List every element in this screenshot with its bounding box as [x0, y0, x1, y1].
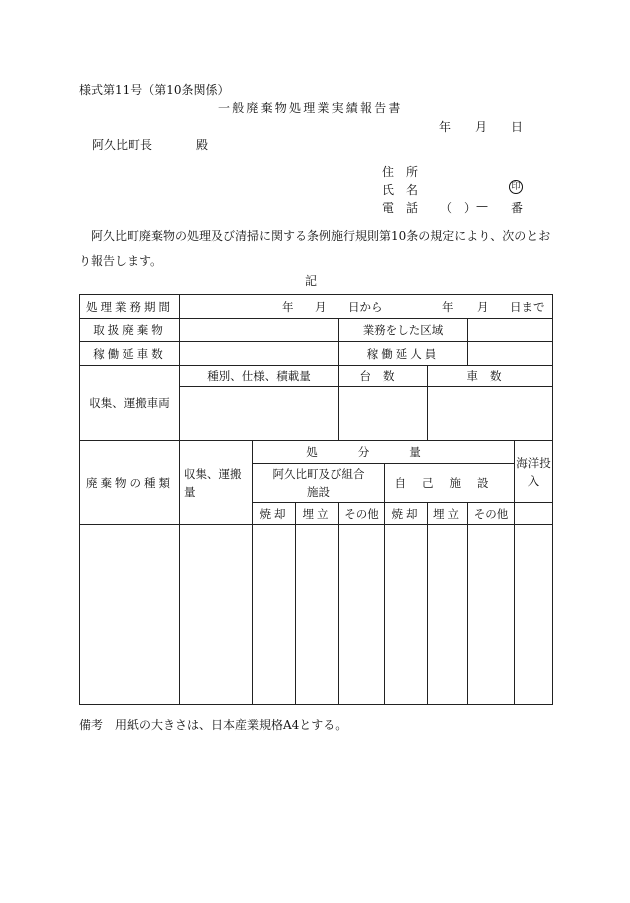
other-1-value[interactable] [339, 525, 385, 705]
seal-mark: 印 [509, 180, 523, 194]
body-text: 阿久比町廃棄物の処理及び清掃に関する条例施行規則第10条の規定により、次のとおり報告します。 [79, 229, 551, 268]
handled-waste-label: 取扱廃棄物 [80, 319, 180, 342]
period-value[interactable] [180, 295, 553, 319]
landfill-2-value[interactable] [428, 525, 468, 705]
method-incineration-1: 焼却 [253, 503, 296, 525]
ocean-disposal-cell [515, 503, 553, 525]
ocean-disposal-value[interactable] [515, 525, 553, 705]
municipal-facility-label: 阿久比町及び組合施設 [253, 464, 385, 503]
date-year: 年 [439, 120, 452, 134]
period-label: 処理業務期間 [80, 295, 180, 319]
ki-label: 記 [305, 274, 318, 288]
phone-number-suffix: 番 [511, 201, 524, 215]
incineration-2-value[interactable] [385, 525, 428, 705]
vehicle-days-label: 稼働延車数 [80, 342, 180, 366]
waste-type-value[interactable] [80, 525, 180, 705]
report-table [79, 294, 553, 705]
period-year-1: 年 [282, 300, 294, 314]
method-landfill-1: 埋立 [296, 503, 339, 525]
period-from: 日から [348, 300, 383, 314]
method-landfill-2: 埋立 [428, 503, 468, 525]
form-label: 様式第11号（第10条関係） [79, 83, 230, 97]
own-facility-label: 自己施設 [385, 464, 515, 503]
period-month-1: 月 [315, 300, 327, 314]
ocean-disposal-label: 海洋投入 [515, 441, 553, 503]
disposal-amount-label: 処分量 [253, 441, 515, 464]
service-area-value[interactable] [468, 319, 553, 342]
address-label: 住所 [382, 165, 431, 179]
other-2-value[interactable] [468, 525, 515, 705]
collection-amount-value[interactable] [180, 525, 253, 705]
addressee-name: 阿久比町長 [92, 138, 153, 152]
date-day: 日 [511, 120, 524, 134]
person-days-value[interactable] [468, 342, 553, 366]
vehicle-number-header: 車数 [428, 366, 553, 387]
document-title: 一般廃棄物処理業実績報告書 [218, 101, 403, 115]
date-month: 月 [475, 120, 488, 134]
waste-type-label: 廃棄物の種類 [80, 441, 180, 525]
phone-area-code: （ ） [440, 201, 477, 215]
person-days-label: 稼働延人員 [339, 342, 468, 366]
vehicle-spec-header: 種別、仕様、積載量 [180, 366, 339, 387]
period-to: 日まで [510, 300, 545, 314]
handled-waste-value[interactable] [180, 319, 339, 342]
service-area-label: 業務をした区域 [339, 319, 468, 342]
vehicle-spec-value[interactable] [180, 387, 339, 441]
incineration-1-value[interactable] [253, 525, 296, 705]
period-month-2: 月 [477, 300, 489, 314]
phone-dash: — [476, 199, 488, 213]
collection-amount-label: 収集、運搬量 [180, 441, 253, 525]
phone-label: 電話 [382, 201, 431, 215]
method-other-1: その他 [339, 503, 385, 525]
vehicle-days-value[interactable] [180, 342, 339, 366]
addressee-honorific: 殿 [196, 138, 209, 152]
vehicle-count-value[interactable] [339, 387, 428, 441]
method-incineration-2: 焼却 [385, 503, 428, 525]
method-other-2: その他 [468, 503, 515, 525]
vehicle-count-header: 台数 [339, 366, 428, 387]
footnote: 備考 用紙の大きさは、日本産業規格A4とする。 [79, 718, 348, 732]
vehicles-label: 収集、運搬車両 [80, 366, 180, 441]
name-label: 氏名 [382, 183, 431, 197]
vehicle-number-value[interactable] [428, 387, 553, 441]
period-year-2: 年 [442, 300, 454, 314]
landfill-1-value[interactable] [296, 525, 339, 705]
